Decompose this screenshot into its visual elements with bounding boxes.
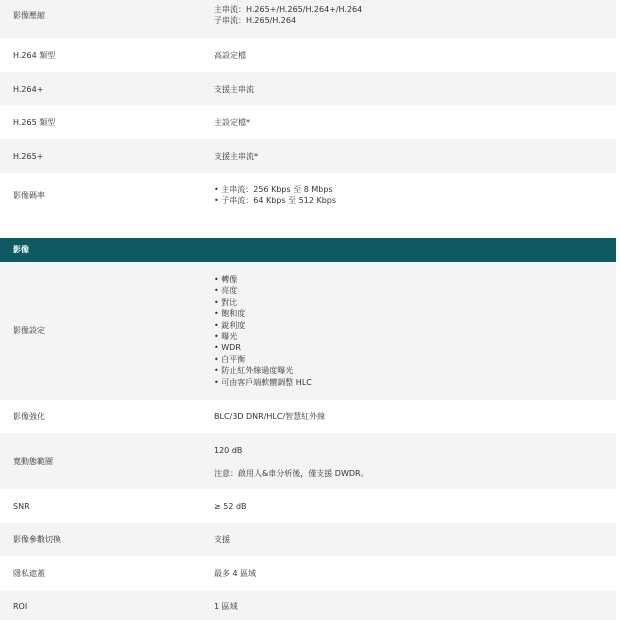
spec-row-image-parameter-switch	[0, 523, 616, 556]
spec-row-image-enhancement	[0, 400, 616, 433]
spec-row-privacy-mask	[0, 556, 616, 590]
spec-row-h265-type	[0, 106, 616, 139]
spec-row-h265-plus	[0, 139, 616, 173]
spec-label: 影像設定	[13, 326, 45, 335]
spec-note: 注意：啟用人&車分析後，僅支援 DWDR。	[214, 469, 369, 478]
section-title: 影像	[13, 245, 29, 254]
spec-value: 最多 4 區域	[214, 569, 257, 578]
spec-label: 寬動態範圍	[13, 457, 53, 466]
list-item: • 亮度	[214, 285, 312, 296]
spec-row-wdr	[0, 433, 616, 489]
spec-label: H.265 類型	[13, 118, 56, 127]
list-item: • 飽和度	[214, 308, 312, 319]
spec-label: H.264+	[13, 85, 44, 94]
list-item: • 防止紅外線過度曝光	[214, 365, 312, 376]
spec-row-video-compression	[0, 0, 616, 38]
spec-row-h264-plus	[0, 72, 616, 106]
spec-label: 影像碼率	[13, 191, 45, 200]
spec-value-line: • 主串流：256 Kbps 至 8 Mbps	[214, 184, 336, 195]
spec-value	[214, 4, 362, 26]
spec-value: 高設定檔	[214, 51, 246, 60]
list-item: • 白平衡	[214, 354, 312, 365]
spec-value: ≥ 52 dB	[214, 502, 247, 511]
spec-value: BLC/3D DNR/HLC/智慧紅外線	[214, 412, 326, 421]
spec-label: 影像壓縮	[13, 11, 45, 20]
spec-row-video-bitrate	[0, 173, 616, 217]
spec-value-list	[214, 274, 312, 388]
spec-value: 支援主串流	[214, 85, 254, 94]
spec-value	[214, 184, 336, 207]
spec-value: 主設定檔*	[214, 118, 250, 127]
spec-label: 隱私遮蓋	[13, 569, 45, 578]
spec-label: SNR	[13, 502, 30, 511]
spec-row-image-settings	[0, 262, 616, 400]
spec-value-line: 主串流：H.265+/H.265/H.264+/H.264	[214, 5, 363, 14]
spec-value-line: 子串流：H.265/H.264	[214, 16, 297, 25]
spec-value: 支援	[214, 535, 230, 544]
section-header-image	[0, 238, 616, 262]
list-item: • 曝光	[214, 331, 312, 342]
spec-row-h264-type	[0, 38, 616, 72]
spec-value: 支援主串流*	[214, 152, 258, 161]
spec-row-snr	[0, 489, 616, 523]
list-item: • 銳利度	[214, 320, 312, 331]
list-item: • 可由客戶端軟體調整 HLC	[214, 377, 312, 388]
spec-label: 影像強化	[13, 412, 45, 421]
spec-label: ROI	[13, 602, 28, 611]
spec-label: 影像參數切換	[13, 535, 61, 544]
spec-label: H.265+	[13, 152, 44, 161]
spec-value: 1 區域	[214, 602, 238, 611]
spec-value: 120 dB	[214, 446, 243, 455]
spec-label: H.264 類型	[13, 51, 56, 60]
list-item: • 轉像	[214, 274, 312, 285]
spec-value-line: • 子串流：64 Kbps 至 512 Kbps	[214, 195, 336, 206]
spec-row-roi	[0, 590, 616, 620]
list-item: • WDR	[214, 342, 312, 353]
list-item: • 對比	[214, 297, 312, 308]
